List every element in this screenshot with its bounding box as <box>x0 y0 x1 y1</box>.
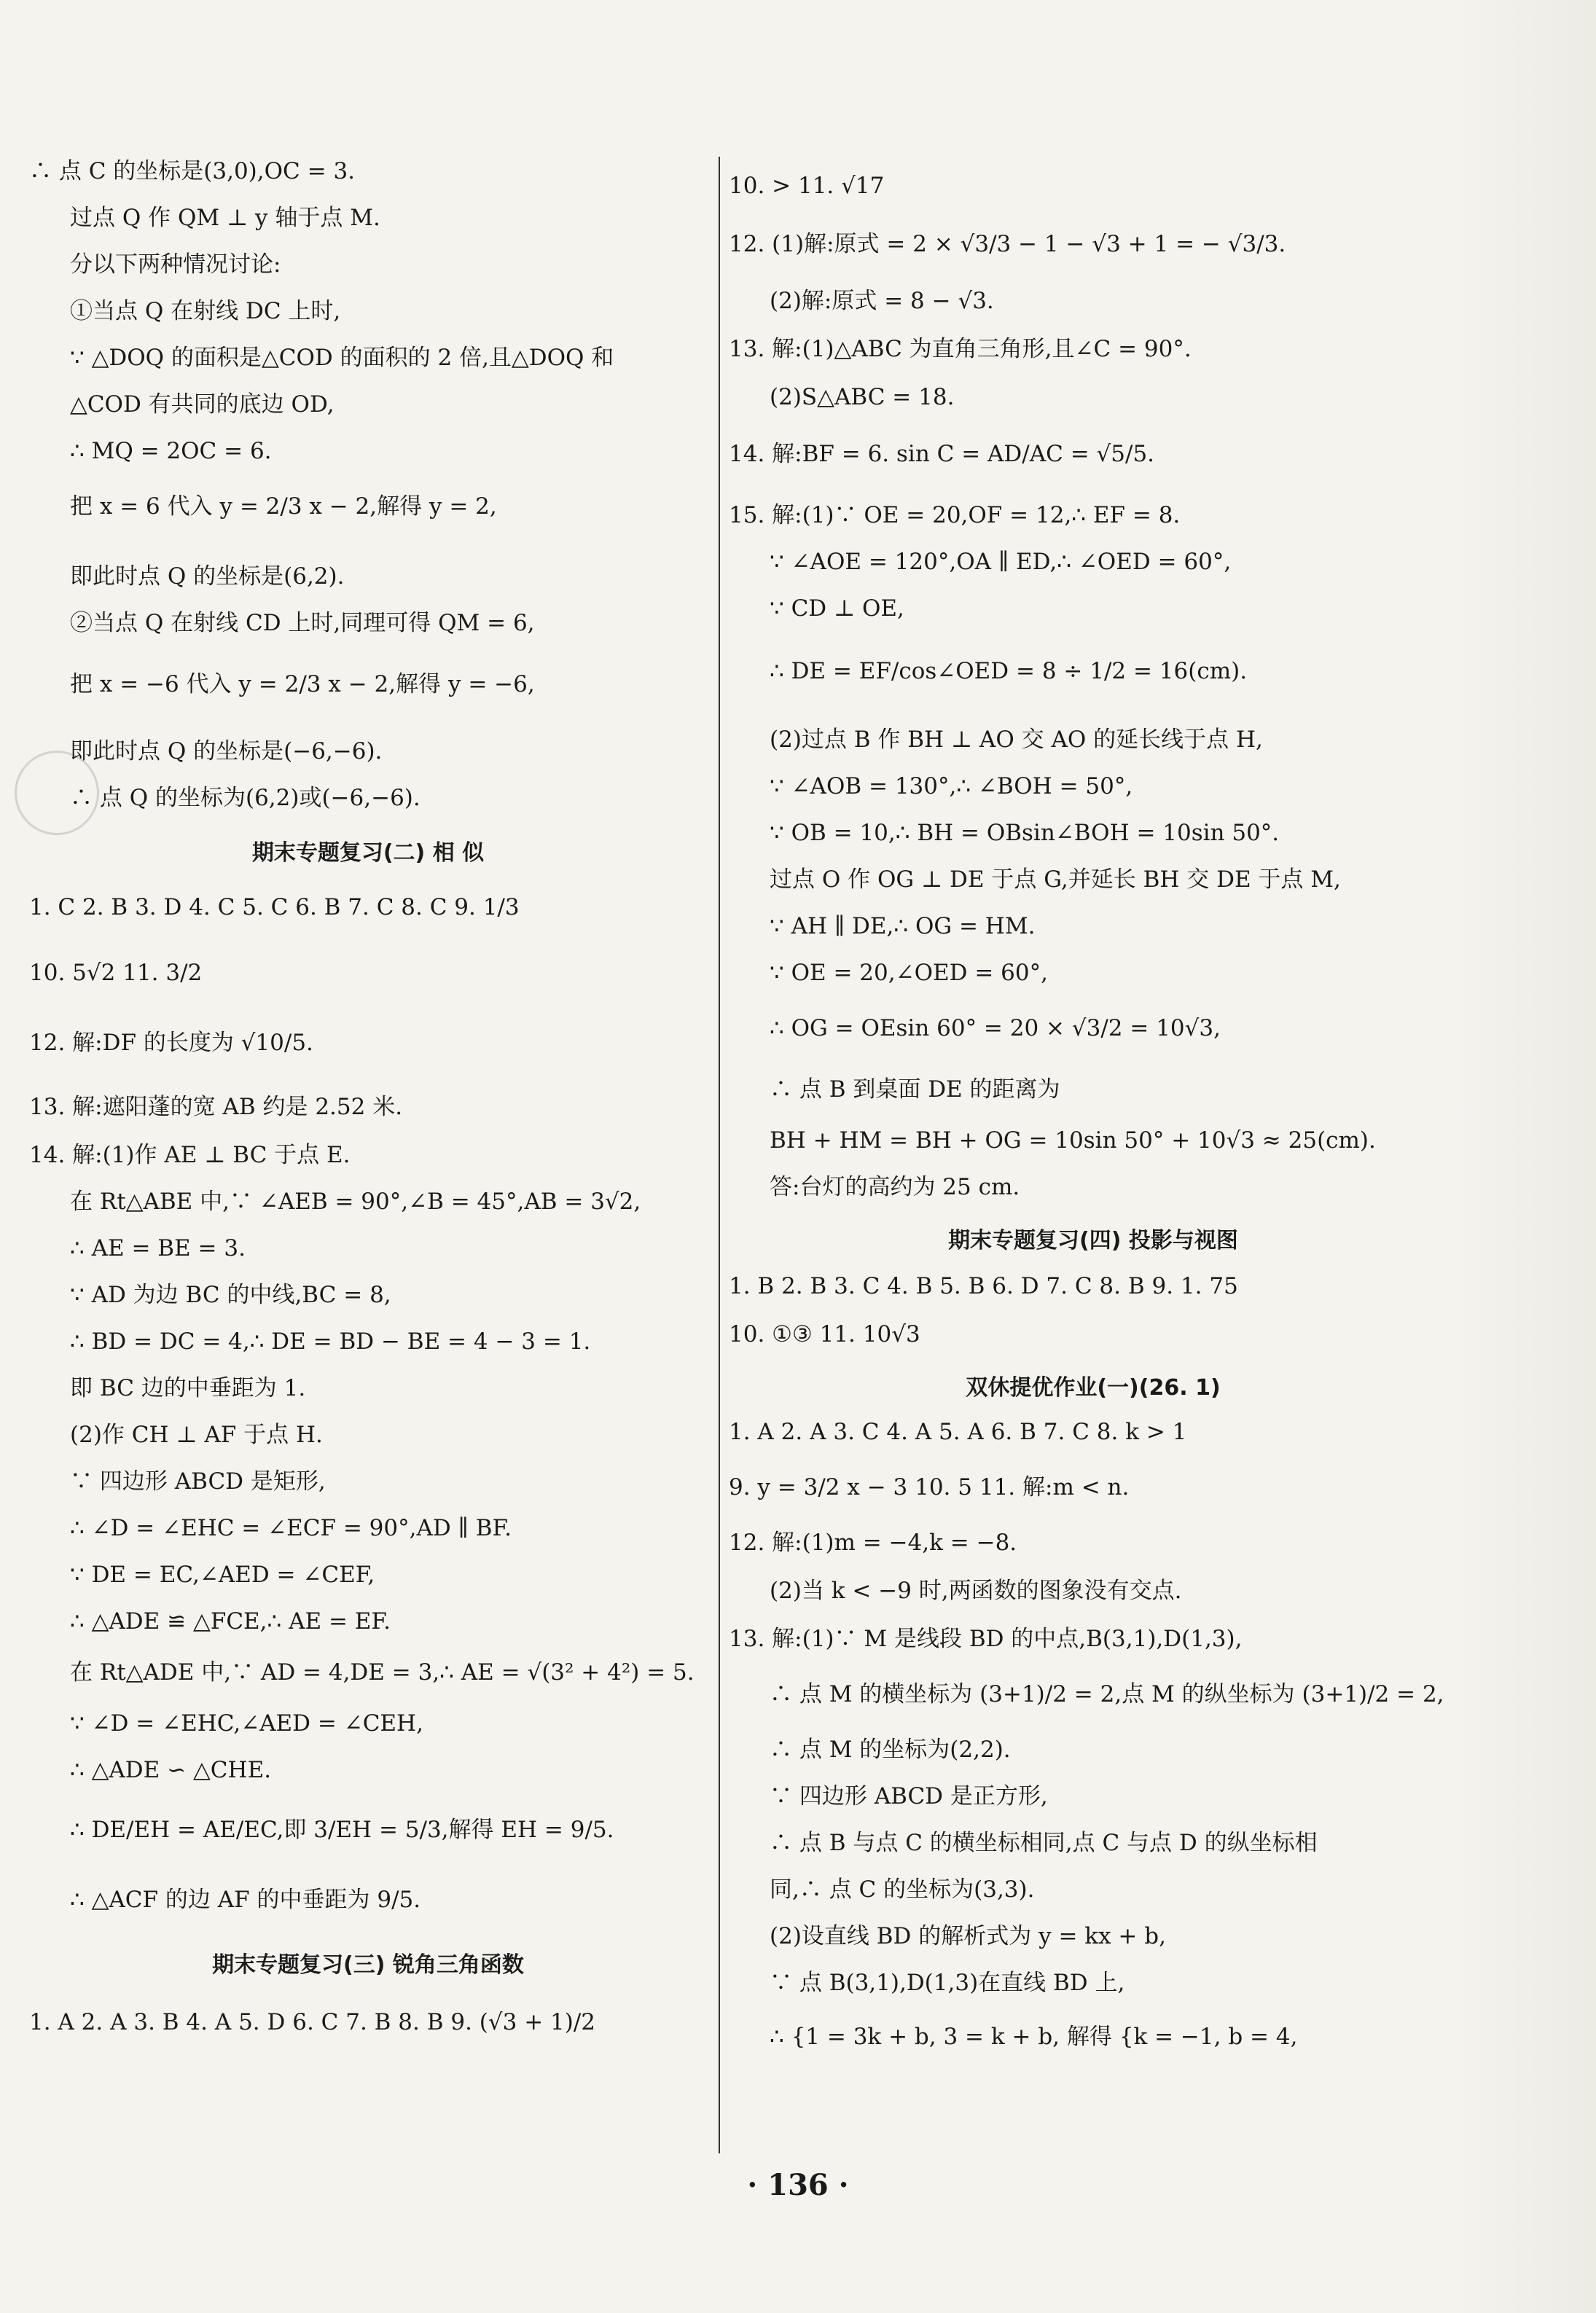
text-line: ∴ 点 B 到桌面 DE 的距离为 <box>770 1076 1060 1103</box>
text-line: 过点 Q 作 QM ⊥ y 轴于点 M. <box>70 205 380 231</box>
text-line: ②当点 Q 在射线 CD 上时,同理可得 QM = 6, <box>70 610 535 636</box>
text-line: (2)S△ABC = 18. <box>770 384 955 410</box>
text-line: 同,∴ 点 C 的坐标为(3,3). <box>770 1876 1035 1903</box>
text-line: (2)设直线 BD 的解析式为 y = kx + b, <box>770 1923 1166 1949</box>
answer-line: 1. A 2. A 3. B 4. A 5. D 6. C 7. B 8. B 9. (√3 + 1)/2 <box>29 2009 596 2035</box>
answer-line: 15. 解:(1)∵ OE = 20,OF = 12,∴ EF = 8. <box>729 502 1181 528</box>
answer-line: 9. y = 3/2 x − 3 10. 5 11. 解:m < n. <box>729 1474 1130 1500</box>
text-line: 过点 O 作 OG ⊥ DE 于点 G,并延长 BH 交 DE 于点 M, <box>770 866 1341 893</box>
text-line: ∵ △DOQ 的面积是△COD 的面积的 2 倍,且△DOQ 和 <box>70 345 614 371</box>
page-edge-shade <box>1458 0 1596 2313</box>
text-line: (2)解:原式 = 8 − √3. <box>770 288 994 314</box>
answer-line: 1. B 2. B 3. C 4. B 5. B 6. D 7. C 8. B 9. 1. 75 <box>729 1273 1238 1299</box>
answer-line: 13. 解:(1)∵ M 是线段 BD 的中点,B(3,1),D(1,3), <box>729 1626 1243 1652</box>
text-line: ∵ ∠D = ∠EHC,∠AED = ∠CEH, <box>70 1710 423 1737</box>
text-line: ∵ OE = 20,∠OED = 60°, <box>770 960 1048 986</box>
text-line: ①当点 Q 在射线 DC 上时, <box>70 298 341 324</box>
answer-line: 14. 解:(1)作 AE ⊥ BC 于点 E. <box>29 1142 351 1168</box>
text-line: ∵ 四边形 ABCD 是矩形, <box>70 1468 326 1495</box>
answer-line: 12. 解:(1)m = −4,k = −8. <box>729 1530 1017 1556</box>
text-line: (2)过点 B 作 BH ⊥ AO 交 AO 的延长线于点 H, <box>770 727 1263 753</box>
text-line: 答:台灯的高约为 25 cm. <box>770 1174 1020 1200</box>
text-line: 即 BC 边的中垂距为 1. <box>70 1375 306 1401</box>
text-line: BH + HM = BH + OG = 10sin 50° + 10√3 ≈ 25(cm). <box>770 1127 1376 1154</box>
text-line: ∴ AE = BE = 3. <box>70 1235 246 1261</box>
answer-line: 13. 解:遮阳蓬的宽 AB 约是 2.52 米. <box>29 1094 403 1120</box>
section-heading: 双休提优作业(一)(26. 1) <box>966 1375 1221 1401</box>
text-line: ∵ 四边形 ABCD 是正方形, <box>770 1783 1048 1809</box>
text-line: ∵ ∠AOB = 130°,∴ ∠BOH = 50°, <box>770 773 1133 799</box>
text-line: ∵ AH ∥ DE,∴ OG = HM. <box>770 913 1036 939</box>
answer-line: 10. 5√2 11. 3/2 <box>29 960 203 986</box>
text-line: ∴ DE/EH = AE/EC,即 3/EH = 5/3,解得 EH = 9/5. <box>70 1817 614 1843</box>
text-line: ∵ CD ⊥ OE, <box>770 595 904 622</box>
text-line: 分以下两种情况讨论: <box>70 251 281 278</box>
text-line: ∴ MQ = 2OC = 6. <box>70 438 272 464</box>
text-line: ∴ DE = EF/cos∠OED = 8 ÷ 1/2 = 16(cm). <box>770 658 1248 684</box>
text-line: ∵ DE = EC,∠AED = ∠CEF, <box>70 1562 375 1588</box>
text-line: 把 x = 6 代入 y = 2/3 x − 2,解得 y = 2, <box>70 493 497 520</box>
page-number: · 136 · <box>747 2168 849 2202</box>
section-heading: 期末专题复习(四) 投影与视图 <box>948 1228 1238 1253</box>
text-line: ∴ △ACF 的边 AF 的中垂距为 9/5. <box>70 1887 421 1913</box>
text-line: ∴ △ADE ∽ △CHE. <box>70 1757 272 1783</box>
text-line: 即此时点 Q 的坐标是(6,2). <box>70 563 345 590</box>
text-line: ∵ OB = 10,∴ BH = OBsin∠BOH = 10sin 50°. <box>770 820 1280 846</box>
answer-line: 14. 解:BF = 6. sin C = AD/AC = √5/5. <box>729 441 1155 467</box>
text-line: ∴ △ADE ≌ △FCE,∴ AE = EF. <box>70 1608 391 1635</box>
text-line: ∴ 点 Q 的坐标为(6,2)或(−6,−6). <box>70 785 420 811</box>
text-line: ∴ BD = DC = 4,∴ DE = BD − BE = 4 − 3 = 1. <box>70 1328 591 1355</box>
answer-line: 13. 解:(1)△ABC 为直角三角形,且∠C = 90°. <box>729 336 1192 362</box>
answer-line: 10. > 11. √17 <box>729 173 885 199</box>
text-line: ∵ ∠AOE = 120°,OA ∥ ED,∴ ∠OED = 60°, <box>770 549 1232 575</box>
text-line: ∴ 点 M 的坐标为(2,2). <box>770 1737 1011 1763</box>
text-line: ∵ 点 B(3,1),D(1,3)在直线 BD 上, <box>770 1970 1125 1996</box>
text-line: 在 Rt△ABE 中,∵ ∠AEB = 90°,∠B = 45°,AB = 3√2, <box>70 1189 641 1215</box>
column-divider <box>719 157 720 2153</box>
text-line: 把 x = −6 代入 y = 2/3 x − 2,解得 y = −6, <box>70 671 535 697</box>
text-line: 即此时点 Q 的坐标是(−6,−6). <box>70 738 383 764</box>
text-line: (2)当 k < −9 时,两函数的图象没有交点. <box>770 1578 1182 1604</box>
section-heading: 期末专题复习(三) 锐角三角函数 <box>212 1952 524 1978</box>
text-line: ∴ 点 C 的坐标是(3,0),OC = 3. <box>29 158 356 184</box>
answer-line: 12. (1)解:原式 = 2 × √3/3 − 1 − √3 + 1 = − √3/3. <box>729 231 1286 257</box>
text-line: ∴ ∠D = ∠EHC = ∠ECF = 90°,AD ∥ BF. <box>70 1515 512 1541</box>
text-line: ∴ 点 B 与点 C 的横坐标相同,点 C 与点 D 的纵坐标相 <box>770 1830 1318 1856</box>
answer-line: 12. 解:DF 的长度为 √10/5. <box>29 1030 313 1056</box>
answer-line: 1. C 2. B 3. D 4. C 5. C 6. B 7. C 8. C 9. 1/3 <box>29 894 520 920</box>
text-line: ∴ 点 M 的横坐标为 (3+1)/2 = 2,点 M 的纵坐标为 (3+1)/2 = 2, <box>770 1681 1444 1707</box>
section-heading: 期末专题复习(二) 相 似 <box>251 840 485 866</box>
answer-line: 10. ①③ 11. 10√3 <box>729 1321 920 1347</box>
text-line: (2)作 CH ⊥ AF 于点 H. <box>70 1422 323 1448</box>
text-line: ∵ AD 为边 BC 的中线,BC = 8, <box>70 1282 391 1308</box>
answer-line: 1. A 2. A 3. C 4. A 5. A 6. B 7. C 8. k > 1 <box>729 1419 1187 1445</box>
text-line: 在 Rt△ADE 中,∵ AD = 4,DE = 3,∴ AE = √(3² + 4²) = 5. <box>70 1659 695 1686</box>
text-line: △COD 有共同的底边 OD, <box>70 391 335 418</box>
text-line: ∴ {1 = 3k + b, 3 = k + b, 解得 {k = −1, b = 4, <box>770 2024 1298 2050</box>
text-line: ∴ OG = OEsin 60° = 20 × √3/2 = 10√3, <box>770 1015 1221 1041</box>
